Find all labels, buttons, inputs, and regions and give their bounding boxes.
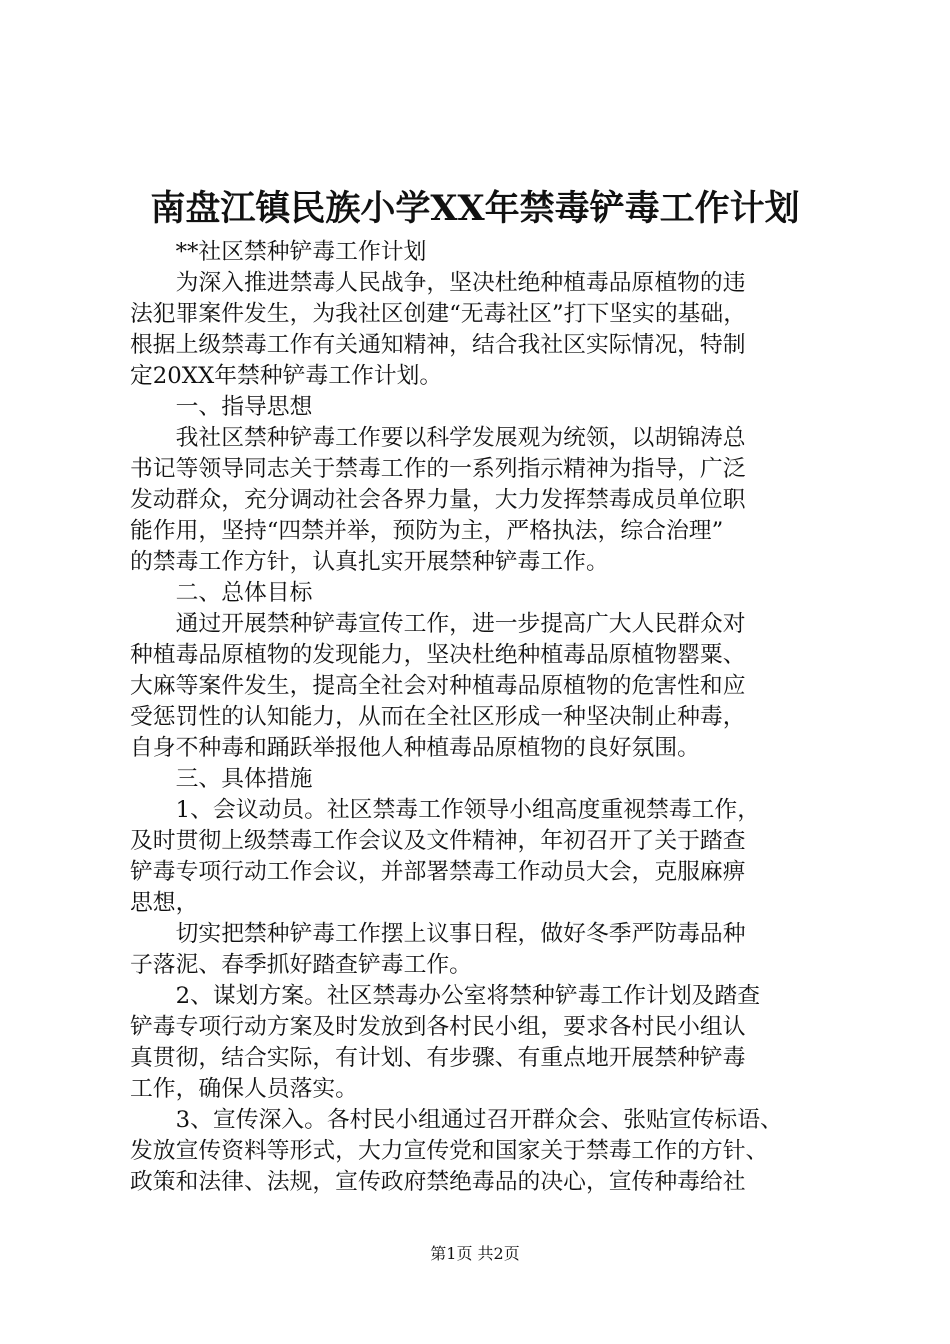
body-line: 通过开展禁种铲毒宣传工作，进一步提高广大人民群众对 xyxy=(130,611,746,637)
body-line: 2、谋划方案。社区禁毒办公室将禁种铲毒工作计划及踏查 xyxy=(130,983,761,1009)
body-line: 定20XX年禁种铲毒工作计划。 xyxy=(130,363,443,389)
body-line: 政策和法律、法规，宣传政府禁绝毒品的决心，宣传种毒给社 xyxy=(130,1169,746,1195)
body-line: 大麻等案件发生，提高全社会对种植毒品原植物的危害性和应 xyxy=(130,673,746,699)
body-line: 切实把禁种铲毒工作摆上议事日程，做好冬季严防毒品种 xyxy=(130,921,746,947)
body-line: 1、会议动员。社区禁毒工作领导小组高度重视禁毒工作， xyxy=(130,797,761,823)
body-line: 发动群众，充分调动社会各界力量，大力发挥禁毒成员单位职 xyxy=(130,487,746,513)
page-footer: 第1页 共2页 xyxy=(430,1244,520,1263)
body-line: 受惩罚性的认知能力，从而在全社区形成一种坚决制止种毒， xyxy=(130,704,746,730)
body-line: 工作，确保人员落实。 xyxy=(130,1076,358,1102)
body-line: 子落泥、春季抓好踏查铲毒工作。 xyxy=(130,952,472,978)
body-line: 发放宣传资料等形式，大力宣传党和国家关于禁毒工作的方针、 xyxy=(130,1138,769,1164)
body-line: 铲毒专项行动方案及时发放到各村民小组，要求各村民小组认 xyxy=(130,1014,746,1040)
document-title: 南盘江镇民族小学XX年禁毒铲毒工作计划 xyxy=(150,188,800,229)
body-line: 根据上级禁毒工作有关通知精神，结合我社区实际情况，特制 xyxy=(130,332,746,358)
body-line: 3、宣传深入。各村民小组通过召开群众会、张贴宣传标语、 xyxy=(130,1107,783,1133)
body-line: 种植毒品原植物的发现能力，坚决杜绝种植毒品原植物罂粟、 xyxy=(130,642,746,668)
body-line: 为深入推进禁毒人民战争，坚决杜绝种植毒品原植物的违 xyxy=(130,270,746,296)
document-body xyxy=(130,237,830,1198)
body-line: 及时贯彻上级禁毒工作会议及文件精神，年初召开了关于踏查 xyxy=(130,828,746,854)
body-line: **社区禁种铲毒工作计划 xyxy=(130,239,427,265)
body-line: 法犯罪案件发生，为我社区创建“无毒社区”打下坚实的基础， xyxy=(130,301,747,327)
body-line: 铲毒专项行动工作会议，并部署禁毒工作动员大会，克服麻痹 xyxy=(130,859,746,885)
section-heading: 二、总体目标 xyxy=(130,580,313,606)
section-heading: 一、指导思想 xyxy=(130,394,313,420)
body-line: 自身不种毒和踊跃举报他人种植毒品原植物的良好氛围。 xyxy=(130,735,700,761)
body-line: 能作用，坚持“四禁并举，预防为主，严格执法，综合治理” xyxy=(130,518,724,544)
body-line: 书记等领导同志关于禁毒工作的一系列指示精神为指导，广泛 xyxy=(130,456,746,482)
section-heading: 三、具体措施 xyxy=(130,766,313,792)
body-line: 我社区禁种铲毒工作要以科学发展观为统领，以胡锦涛总 xyxy=(130,425,746,451)
body-line: 真贯彻，结合实际，有计划、有步骤、有重点地开展禁种铲毒 xyxy=(130,1045,746,1071)
body-line: 的禁毒工作方针，认真扎实开展禁种铲毒工作。 xyxy=(130,549,609,575)
body-line: 思想， xyxy=(130,890,199,916)
